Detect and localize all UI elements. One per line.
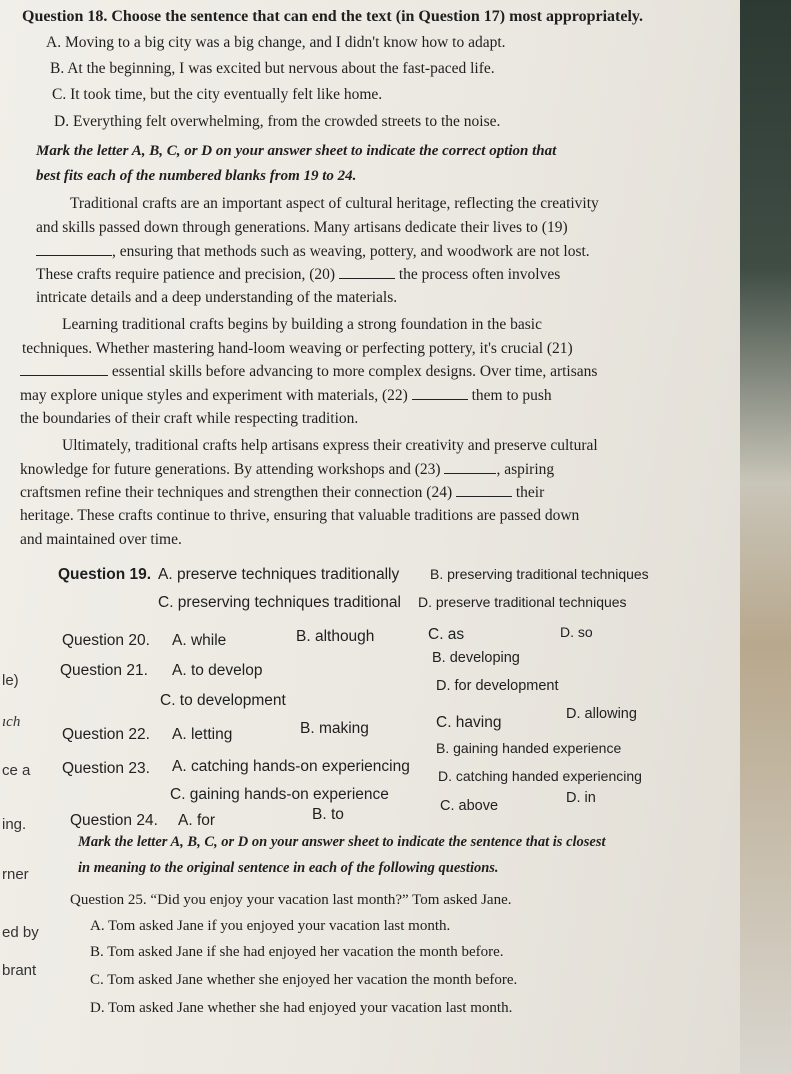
q18-option-b[interactable]: B. At the beginning, I was excited but nervous about the fast-paced life. [50,60,495,77]
q18-option-a[interactable]: A. Moving to a big city was a big change, and I didn't know how to adapt. [46,34,506,51]
blank-20[interactable] [339,277,395,279]
margin-fragment: ce a [2,762,31,779]
q20-option-a[interactable]: A. while [172,632,227,649]
q22-option-c[interactable]: C. having [436,714,502,731]
margin-fragment: ing. [2,816,27,833]
q22-option-d[interactable]: D. allowing [566,706,637,722]
q20-option-b[interactable]: B. although [296,628,375,645]
passage-p3-line4: heritage. These crafts continue to thrive, ensuring that valuable traditions are passed down [20,507,580,524]
passage-p3-line3: craftsmen refine their techniques and strengthen their connection (24) their [20,484,545,501]
q23-option-d[interactable]: D. catching handed experiencing [438,768,642,784]
passage-p3-line5: and maintained over time. [20,531,182,548]
passage-p2-line3: essential skills before advancing to more complex designs. Over time, artisans [20,363,597,381]
margin-fragment: brant [2,962,37,979]
q25-option-b[interactable]: B. Tom asked Jane if she had enjoyed her vacation the month before. [90,944,504,960]
q21-option-b[interactable]: B. developing [432,650,520,666]
passage-p3-line1: Ultimately, traditional crafts help artisans express their creativity and preserve cultural [62,437,598,454]
blank-19[interactable] [36,254,112,256]
q20-option-c[interactable]: C. as [428,626,465,643]
passage-p1-line1: Traditional crafts are an important aspect of cultural heritage, reflecting the creativity [70,195,599,212]
q20-option-d[interactable]: D. so [560,624,593,640]
q25-option-d[interactable]: D. Tom asked Jane whether she had enjoyed your vacation last month. [90,1000,513,1016]
q19-option-d[interactable]: D. preserve traditional techniques [418,594,627,610]
q21-option-a[interactable]: A. to develop [172,662,263,679]
q19-option-c[interactable]: C. preserving techniques traditional [158,594,401,611]
passage-p1-line4: These crafts require patience and precision, (20) the process often involves [36,266,561,283]
q24-label: Question 24. [70,812,158,829]
instruction-cloze-line2: best fits each of the numbered blanks from 19 to 24. [36,168,357,184]
margin-fragment: ıch [2,714,21,730]
q23-option-a[interactable]: A. catching hands-on experiencing [172,758,410,775]
q19-option-b[interactable]: B. preserving traditional techniques [430,566,649,582]
q24-option-d[interactable]: D. in [566,790,596,806]
q22-option-a[interactable]: A. letting [172,726,233,743]
q22-option-b[interactable]: B. making [300,720,369,737]
passage-p2-line2: techniques. Whether mastering hand-loom weaving or perfecting pottery, it's crucial (21) [22,340,573,357]
q18-option-d[interactable]: D. Everything felt overwhelming, from the crowded streets to the noise. [54,113,501,130]
q24-option-a[interactable]: A. for [178,812,216,829]
q25-stem: Question 25. “Did you enjoy your vacation last month?” Tom asked Jane. [70,892,512,908]
q19-label: Question 19. [58,566,152,583]
q18-option-c[interactable]: C. It took time, but the city eventually felt like home. [52,86,383,103]
q19-option-a[interactable]: A. preserve techniques traditionally [158,566,400,583]
q18-stem: Question 18. Choose the sentence that can end the text (in Question 17) most appropriately. [22,8,644,25]
margin-fragment: le) [2,672,19,689]
instruction-transform-line2: in meaning to the original sentence in each of the following questions. [78,860,499,876]
q23-option-c[interactable]: C. gaining hands-on experience [170,786,389,803]
q23-option-b[interactable]: B. gaining handed experience [436,740,622,756]
passage-p2-line4: may explore unique styles and experiment with materials, (22) them to push [20,387,552,404]
q21-label: Question 21. [60,662,148,679]
passage-p1-line3: , ensuring that methods such as weaving, pottery, and woodwork are not lost. [36,243,590,261]
q24-option-b[interactable]: B. to [312,806,344,823]
q25-option-a[interactable]: A. Tom asked Jane if you enjoyed your vacation last month. [90,918,451,934]
passage-p3-line2: knowledge for future generations. By attending workshops and (23) , aspiring [20,461,555,478]
q24-option-c[interactable]: C. above [440,798,499,814]
instruction-transform-line1: Mark the letter A, B, C, or D on your answer sheet to indicate the sentence that is closest [78,834,606,850]
blank-24[interactable] [456,495,512,497]
margin-fragment: rner [2,866,29,883]
blank-22[interactable] [412,398,468,400]
q25-option-c[interactable]: C. Tom asked Jane whether she enjoyed her vacation the month before. [90,972,518,988]
passage-p2-line1: Learning traditional crafts begins by building a strong foundation in the basic [62,316,542,333]
q21-option-c[interactable]: C. to development [160,692,286,709]
passage-p1-line5: intricate details and a deep understanding of the materials. [36,289,398,306]
blank-23[interactable] [444,472,496,474]
q21-option-d[interactable]: D. for development [436,678,559,694]
passage-p1-line2: and skills passed down through generations. Many artisans dedicate their lives to (19) [36,219,568,236]
blank-21[interactable] [20,374,108,376]
q22-label: Question 22. [62,726,150,743]
passage-p2-line5: the boundaries of their craft while respecting tradition. [20,410,359,427]
instruction-cloze-line1: Mark the letter A, B, C, or D on your answer sheet to indicate the correct option that [36,143,557,159]
margin-fragment: ed by [2,924,39,941]
q23-label: Question 23. [62,760,150,777]
q20-label: Question 20. [62,632,150,649]
